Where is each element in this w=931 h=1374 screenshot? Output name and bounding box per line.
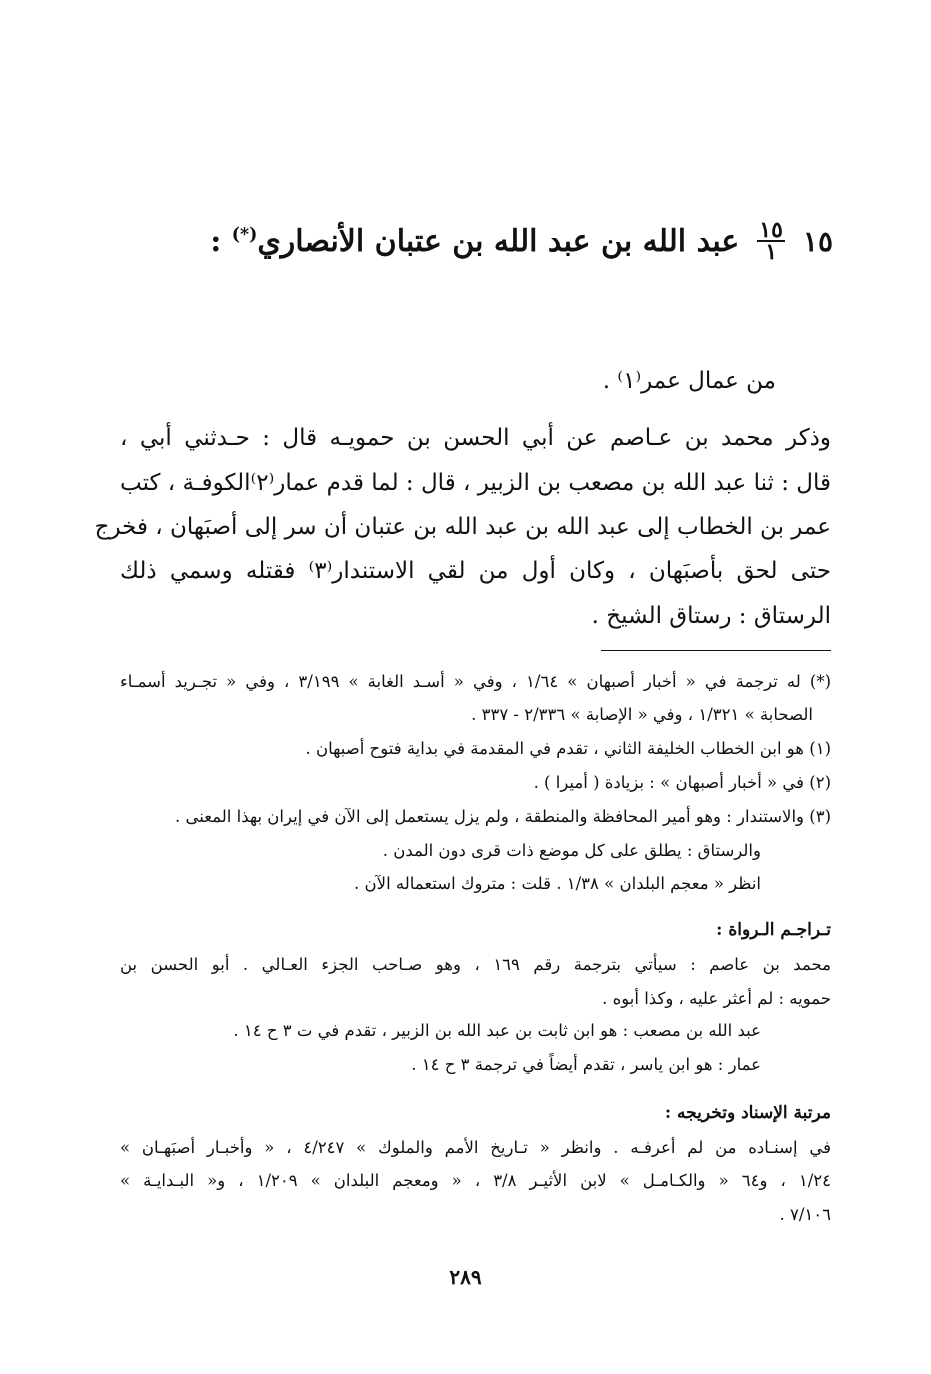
footnote-line: (*) له ترجمة في « أخبار أصبهان » ١/٦٤ ، وفي « أسـد الغابة » ٣/١٩٩ ، وفي « تجـريد أسمـاء [120,672,832,691]
footnote-line: والرستاق : يطلق على كل موضع ذات قرى دون المدن . [382,841,761,860]
narrator-line: عمار : هو ابن ياسر ، تقدم أيضاً في ترجمة ٣ ح ١٤ . [411,1055,761,1074]
footnote-line: (١) هو ابن الخطاب الخليفة الثاني ، تقدم في المقدمة في بداية فتوح أصبهان . [305,739,831,758]
isnad-line: في إسنـاده من لم أعرفـه . وانظر « تـاريخ الأمم والملوك » ٤/٢٤٧ ، « وأخبـار أصبَهـان » [120,1138,831,1157]
page-number: ٢٨٩ [449,1265,482,1289]
narrators-heading: تـراجـم الـرواة : [716,920,831,940]
entry-colon: : [210,223,222,259]
entry-title: عبد الله بن عبد الله بن عتبان الأنصاري [257,223,740,259]
entry-fraction [757,217,785,265]
narrator-line: عبد الله بن مصعب : هو ابن ثابت بن عبد الله بن الزبير ، تقدم في ت ٣ ح ١٤ . [233,1021,761,1040]
entry-marker: (*) [231,224,258,245]
narrator-line: حمويه : لم أعثر عليه ، وكذا أبوه . [602,989,831,1008]
isnad-line: ٧/١٠٦ . [779,1205,831,1224]
fraction-top: ١٥ [759,217,783,243]
entry-heading [210,217,833,265]
entry-title-group [210,224,739,259]
isnad-line: ١/٢٤ ، و٦٤ « والكـامـل » لابن الأثيـر ٣/٨ ، « ومعجم البلدان » ١/٢٠٩ ، و« البـدايـة » [120,1171,831,1190]
body-line: من عمال عمر⁽١⁾ . [602,368,776,394]
footnote-line: (٣) والاستندار : وهو أمير المحافظة والمنطقة ، ولم يزل يستعمل إلى الآن في إيران بهذا المعنى . [175,807,831,826]
body-line: وذكر محمد بن عـاصم عن أبي الحسن بن حمويـه قال : حـدثني أبي ، [120,425,831,451]
body-line: عمر بن الخطاب إلى عبد الله بن عبد الله بن عتبان أن سر إلى أصبَهان ، فخرج [94,514,831,540]
body-line: الرستاق : رستاق الشيخ . [591,603,831,629]
isnad-heading: مرتبة الإسناد وتخريجه : [664,1103,831,1123]
footnote-divider [601,650,831,651]
body-line: حتى لحق بأصبَهان ، وكان أول من لقي الاستندار⁽٣⁾ فقتله وسمي ذلك [120,558,832,584]
narrator-line: محمد بن عاصم : سيأتي بترجمة رقم ١٦٩ ، وهو صـاحب الجزء العـالي . أبو الحسن بن [120,955,831,974]
body-line: قال : ثنا عبد الله بن مصعب بن الزبير ، قال : لما قدم عمار⁽٢⁾الكوفـة ، كتب [120,470,831,496]
footnote-line: الصحابة » ١/٣٢١ ، وفي « الإصابة » ٢/٣٣٦ - ٣٣٧ . [471,705,813,724]
footnote-line: (٢) في « أخبار أصبهان » : بزيادة ( أميرا ) . [533,773,831,792]
entry-number: ١٥ [802,224,833,258]
footnote-line: انظر « معجم البلدان » ١/٣٨ . قلت : متروك استعماله الآن . [354,874,761,893]
fraction-bottom: ١ [765,239,778,265]
